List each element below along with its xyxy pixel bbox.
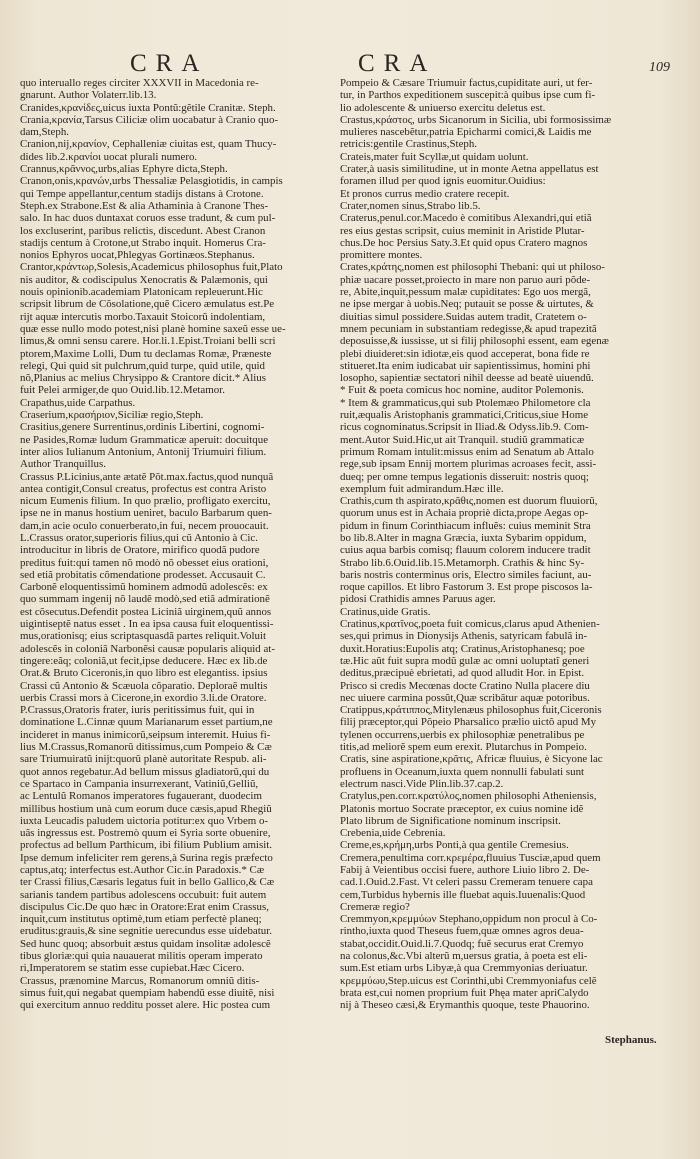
text-line: Cremmyon,κρεμμύων Stephano,oppidum non procul à Co- [340,913,598,926]
text-line: deposuisse,& iussisse, ut si filij philosophi essent, eam egenæ [340,335,609,348]
text-line: κρεμμύωυ,Step.uicus est Corinthi,ubi Cremmyoniafus celẽ [340,974,597,987]
text-line: incideret in manus inimicorũ,seipsum interemit. Huius fi- [20,728,271,741]
text-line: stabat,occidit.Ouid.li.7.Quodq; fuẽ securus erat Cremyo [340,937,584,950]
text-line: uerbis Crassi mors à Cicerone,in exordio 3.li.de Oratore. [20,691,267,704]
text-line: duxit.Horatius:Eupolis atq; Cratinus,Aristophanesq; poe [340,642,585,655]
text-line: ce Spartaco in Campania insurrexerant, Vatiniũ,Gelliũ, [20,777,259,790]
text-line: ne ipse mergar à uobis.Neq; putauit se posse & uirtutes, & [340,298,594,311]
text-line: Cremera,penultima corr.κρεμέρα,fluuius Tusciæ,apud quem [340,851,601,864]
text-line: nõ,Planius ac melius Chrysippo & Crantore dicit.* Alius [20,372,266,385]
text-line: Prisco si credis Mecœnas docte Cratino Nulla placere diu [340,679,590,692]
text-line: tylenen occurrens,uerbis ex philosophiæ penetralibus pe [340,728,585,741]
text-line: Crater,nomen sinus,Strabo lib.5. [340,199,481,212]
text-line: P.Crassus,Oratoris frater, iuris peritissimus fuit, qui in [20,704,255,717]
text-line: cad.1.Ouid.2.Fast. Vt celeri passu Cremeram tenuere capa [340,876,593,889]
text-line: ri,Imperatorem se statim esse cupiebat.Hæc Cicero. [20,962,245,975]
text-line: lio adolescente & uniuerso exercitu deletus est. [340,101,546,114]
text-line: sed etiã probitatis cõmendatione prodesset. Accusauit C. [20,568,266,581]
text-line: preditus fuit:qui tamen nõ modò nõ obesset eius orationi, [20,556,269,569]
text-line: Crebenia,uide Cebrenia. [340,827,446,840]
text-line: ment.Autor Suid.Hic,ut ait Tranquil. studiũ grammaticæ [340,433,585,446]
text-line: Author Tranquillus. [20,458,106,471]
text-line: Cratinus,uide Gratis. [340,605,431,618]
text-line: dides lib.2.κρανίοι uocat plurali numero. [20,150,198,163]
text-line: profluens in Oceanum,iuxta quem nonnulli fabulati sunt [340,765,585,778]
text-line: nicum Eumenis filium. In quo prælio, profligato exercitu, [20,495,271,508]
text-line: Crathis,cum th aspirato,κρᾶθις,nomen est duorum fluuiorũ, [340,495,598,508]
text-line: lius M.Crassus,Romanorũ ditissimus,cum Pompeio & Cæ [20,741,272,754]
text-line: promittere montes. [340,249,423,262]
text-line: rege,sub ipsam Ennij mortem plurimas acroases fecit, assi- [340,458,597,471]
right-column [340,77,655,1127]
text-line: iuxta Leucadis paludem uictoria potitur:ex quo Vrbem o- [20,814,269,827]
text-line: brata est,cui nomen proprium fuit Phęa mater apriCalydo [340,986,589,999]
text-line: Cranides,κρανίδες,uicus iuxta Pontũ:gẽtile Cranitæ. Steph. [20,101,276,114]
text-line: profectus ad bellum Parthicum, ibi filium Publium amisit. [20,839,272,852]
text-line: Carbonẽ eloquentissimũ hominem admodũ adolescẽs: ex [20,581,268,594]
text-line: sare Triumuiratũ inijt:quorũ planè autoritate Respub. ali- [20,753,267,766]
text-line: nouis opinionib.academiam Platonicam repleuerunt.Hic [20,286,263,299]
text-line: Et pronos currus medio cratere recepit. [340,187,510,200]
left-running-title: CRA [130,50,209,77]
text-line: ptorem,Maxime Lolli, Dum tu declamas Romæ, Præneste [20,347,272,360]
text-line: na colonus,&c.Vbi alterũ m,uersus gratia, à poeta est eli- [340,950,588,963]
text-line: discipulus Cic.De quo hæc in Oratore:Erat enim Crassus, [20,900,269,913]
text-line: quot annos regebatur.Ad bellum missus gladiatorũ,qui du [20,765,270,778]
text-line: fuit Pelei armiger,de quo Ouid.lib.12.Metamor. [20,384,225,397]
text-line: adolescẽs in coloniã Narbonẽsi causæ popularis aliquid at- [20,642,275,655]
text-line: ac Lentulũ Romanos imperatores fugauerant, duodecim [20,790,262,803]
text-line: Crantor,κράντωρ,Solesis,Academicus philosophus fuit,Plato [20,261,283,274]
text-line: sum.Est etiam urbs Libyæ,à qua Cremmyonias deriuatur. [340,962,588,975]
text-line: ruit,æqualis Aristophanis grammatici,Criticus,siue Home [340,409,589,422]
text-line: nis auditor, & codiscipulus Xenocratis & Palæmonis, qui [20,273,268,286]
text-line: Crassus, prænomine Marcus, Romanorum omniũ ditis- [20,974,260,987]
text-line: Crates,κράτης,nomen est philosophi Thebani: qui ut philoso- [340,261,605,274]
text-line: pidum in finum Corinthiacum influẽs: cuius meminit Stra [340,519,591,532]
page-number: 109 [649,60,670,75]
text-line: dam,in acie oculo conuerberato,in fui, necem prouocauit. [20,519,269,532]
text-line: dueq; per omne tempus legationis disseruit: nostris quoq; [340,470,589,483]
text-line: simus fuit,qui negabat quempiam habendũ esse diuitẽ, nisi [20,986,275,999]
text-line: cem,Turbidus hybernis ille fluebat aquis.Iuuenalis:Quod [340,888,586,901]
text-line: Platonis mortuo Socrate præceptor, ex cuius nomine idẽ [340,802,584,815]
text-line: cuius aqua barbis comisq; flauum colorem inducere tradit [340,544,591,557]
text-line: scripsit librum de Cõsolatione,quẽ Cicero æmulatus est.Pe [20,298,275,311]
text-line: Cranon,onis,κρανών,urbs Thessaliæ Pelasgiotidis, in campis [20,175,283,188]
text-line: mus,orationisq; eius scriptasquasdã partes reliquit.Voluit [20,630,267,643]
text-line: plebi diuideret:sin idiotæ,eis quod acceperat, bona fide re [340,347,590,360]
text-line: retricis:gentile Crastinus,Steph. [340,138,478,151]
text-line: phiæ uacare posset,proiecto in mare non paruo auri põde- [340,273,591,286]
text-line: L.Crassus orator,superioris filius,qui cũ Antonio à Cic. [20,531,258,544]
text-line: nonios Ephyros uocat,Phlegyas Gortinæos.Stephanus. [20,249,255,262]
text-line: * Item & grammaticus,qui sub Ptolemæo Philometore cla [340,396,591,409]
text-line: captus,atq; interfectus est.Author Cic.in Paradoxis.* Cæ [20,864,265,876]
text-line: relegi, Qui quid sit pulchrum,quid turpe, quid utile, quid [20,359,266,372]
text-line: Crater,à uasis similitudine, ut in monte Aetna appellatus est [340,163,599,176]
text-line: ricus cognominatus.Scripsit in Iliad.& Odyss.lib.9. Com- [340,421,589,434]
text-line: res eius gestas scripsit, cuius meminit in Aristide Plutar- [340,224,585,237]
text-line: stadijs centum à Crotone,ut Strabo inquit. Homerus Cra- [20,236,266,249]
text-line: qui Tempe appellantur,centum stadijs distans à Crotone. [20,187,264,200]
text-line: limus,& omni sensu carere. Hor.li.1.Epist.Troiani belli scri [20,335,276,348]
text-line: losopho, sapientiæ sectatori nihil deesse ad beatè uiuendũ. [340,372,594,385]
text-line: Craterus,penul.cor.Macedo è comitibus Alexandri,qui etiã [340,212,592,225]
text-line: Cratippus,κράτιππος,Mitylenæus philosophus fuit,Ciceronis [340,704,602,717]
text-line: tibus gloriæ:qui quia nauauerat militis operam imperato [20,950,263,963]
text-line: Crasitius,genere Surrentinus,ordinis Libertini, cognomi- [20,421,265,434]
text-line: salo. In hac duos duntaxat coruos esse tradunt, & cum pul- [20,212,276,225]
text-line: dominatione L.Cinnæ quum Marianarum esset partium,ne [20,716,273,729]
text-line: nij à Theseo cæsi,& Erymanthis quoque, teste Phauorino. [340,999,590,1012]
text-line: pidosi Crathidis amnes Paruus ager. [340,593,496,606]
text-line: electrum nasci.Vide Plin.lib.37.cap.2. [340,777,504,790]
text-line: dam,Steph. [20,126,70,139]
text-line: Strabo lib.6.Ouid.lib.15.Metamorph. Crathis & hinc Sy- [340,556,585,569]
text-line: ne Pasides,Romæ ludum Grammaticæ aperuit: docuitque [20,433,269,446]
text-line: bo lib.8.Alter in magna Græcia, iuxta Sybarim oppidum, [340,531,587,544]
text-line: ipse ne in manus hostium ueniret, baculo Barbarum quen- [20,507,272,520]
text-line: chus.De hoc Persius Saty.3.Et quid opus Cratero magnos [340,236,588,249]
text-line: gnarunt. Author Volaterr.lib.13. [20,89,157,102]
text-line: Fabij à Veientibus occisi fuere, authore Liuio libro 2. De- [340,864,590,876]
text-line: Crastus,κράστος, urbs Sicanorum in Sicilia, ubi formosissimæ [340,113,612,126]
text-line: stitueret.Ita enim iudicabat uir sapientissimus, homini phi [340,359,591,372]
text-line: los excluserint, paribus relictis, discedunt. Abest Cranon [20,224,266,237]
text-line: * Fuit & poeta comicus hoc nomine, auditor Polemonis. [340,384,584,397]
text-line: Steph.ex Strabone.Est & alia Athaminia à Cranone Thes- [20,199,269,212]
text-line: tingere:eãq; coloniã,ut fecit,ipse deducere. Hæc ex lib.de [20,654,268,667]
right-running-title: CRA [358,50,437,77]
text-line: Ipse demum infeliciter rem gerens,à Surina regis præfecto [20,851,273,864]
running-header [0,50,700,80]
text-line: nec uiuere carmina possũt,Quæ scribãtur aquæ potoribus. [340,691,590,704]
text-line: Crania,κρανία,Tarsus Ciliciæ olim uocabatur à Cranio quo- [20,113,279,126]
text-line: sarianis tandem partibus adolescens occubuit: fuit autem [20,888,267,901]
text-line: Plato librum de Significatione nominum inscripsit. [340,814,561,827]
text-line: ter Crassi filius,Cæsaris legatus fuit in bello Gallico,& Cæ [20,876,275,889]
text-line: Crannus,κρᾶννος,urbs,alias Ephyre dicta,Steph. [20,163,228,176]
text-line: antea contigit,Consul creatus, profectus est contra Aristo [20,482,267,495]
text-line: rintho,iuxta quod Theseus fuem,quæ omnes agros deua- [340,925,584,938]
text-line: Pompeio & Cæsare Triumuir factus,cupiditate auri, ut fer- [340,77,593,89]
text-line: millibus hostium unà cum eorum duce cæsis,apud Rhegiũ [20,802,272,815]
text-line: Cratinus,κρατῖνος,poeta fuit comicus,clarus apud Athenien- [340,618,600,631]
text-line: mulieres nascebẽtur,patria Epicharmi comici,& Laidis me [340,126,592,139]
text-line: Cranion,nij,κρανίον, Cephalleniæ ciuitas est, quam Thucy- [20,138,277,151]
text-line: uigintiseptẽ natus esset . In ea ipsa causa fuit eloquentissi- [20,618,274,631]
text-line: est cõsecutus.Defendit postea Liciniã uirginem,quũ annos [20,605,272,618]
text-line: Crateis,mater fuit Scyllæ,ut quidam uolunt. [340,150,529,163]
text-line: inter alios Iulianum Antonium, Antonij Triumuiri filium. [20,445,267,458]
text-line: inquit,cum institutus optimè,tum etiam perfectè planeq; [20,913,262,926]
text-line: Cratis, sine aspiratione,κρᾶτις, Africæ fluuius, è Sicyone lac [340,753,603,766]
text-line: filij præceptor,qui Põpeio Pharsalico prælio uictõ apud My [340,716,597,729]
text-line: rijt aquæ intercutis morbo.Taxauit Stoicorũ indolentiam, [20,310,266,323]
text-line: primum Romam intulit:missus enim ad Senatum ab Attalo [340,445,594,458]
text-line: roque capillos. Et libro Fastorum 3. Est prope piscosos la- [340,581,593,594]
text-line: foramen illud per quod ignis euomitur.Ouidius: [340,175,546,188]
text-line: deditus,præcipuè ebrietati, ad quod alludit Hor. in Epist. [340,667,585,680]
text-line: quo summam ingenij nõ laudẽ modò,sed etiã admirationẽ [20,593,270,606]
text-line: Creme,es,κρήμη,urbs Ponti,à qua gentile Cremesius. [340,839,569,852]
catchword: Stephanus. [605,1034,657,1046]
text-line: Sed hunc quoq; absorbuit æstus quidam insolitæ adolescẽ [20,937,271,950]
text-line: Orat.& Bruto Ciceronis,in quo libro est elegantiss. ipsius [20,667,268,680]
text-line: qui exercitum annuo redditu posset alere. Hic postea cum [20,999,271,1012]
text-line: ses,qui primus in Dionysijs Athenis, satyricam fabulã in- [340,630,588,643]
text-line: uãs ingressus est. Postremò quum ei Syria sorte obuenire, [20,827,271,840]
text-line: Craserium,κρασήριον,Siciliæ regio,Steph. [20,409,204,422]
text-line: baris nostris conterminus oris, Electro similes faciunt, au- [340,568,592,581]
text-line: Crapathus,uide Carpathus. [20,396,136,409]
text-line: Crassi cũ Antonio & Scæuola cõparatio. Deploraẽ multis [20,679,268,692]
text-line: mnem pecuniam in substantiam redegisse,& apud trapezitã [340,322,597,335]
text-line: diuitias simul possidere.Suidas autem tradit, Cratetem o- [340,310,587,323]
text-line: tæ.Hic aũt fuit supra modũ gulæ ac omni uoluptatĩ generi [340,654,590,667]
text-line: introducitur in libris de Oratore, mirifico quodã pudore [20,544,260,557]
left-column [20,77,328,1127]
text-line: tur, in Parthos expeditionem suscepit:à quibus ipse cum fi- [340,89,596,102]
text-line: quæ esse nullo modo potest,nisi planè homine saxeũ esse ue- [20,322,286,335]
text-line: eruditus:grauis,& sine segnitie uerecundus esse uidebatur. [20,925,272,938]
text-line: titis,ad meliorẽ spem eum erexit. Plutarchus in Pompeio. [340,741,587,754]
text-line: Crassus P.Licinius,ante ætatẽ Põt.max.factus,quod nunquã [20,470,274,483]
text-line: quorum unus est in Achaia propriè dicta,prope Aegas op- [340,507,589,520]
text-line: re, Abite,inquit,pessum malæ cupiditates: Ego uos mergã, [340,286,591,299]
text-line: quo interuallo reges circiter XXXVII in Macedonia re- [20,77,259,89]
text-line: Cremeræ regio? [340,900,410,913]
text-line: Cratylus,pen.corr.κρατύλος,nomen philosophi Atheniensis, [340,790,597,803]
text-line: exemplum fuit admirandum.Hæc ille. [340,482,504,495]
